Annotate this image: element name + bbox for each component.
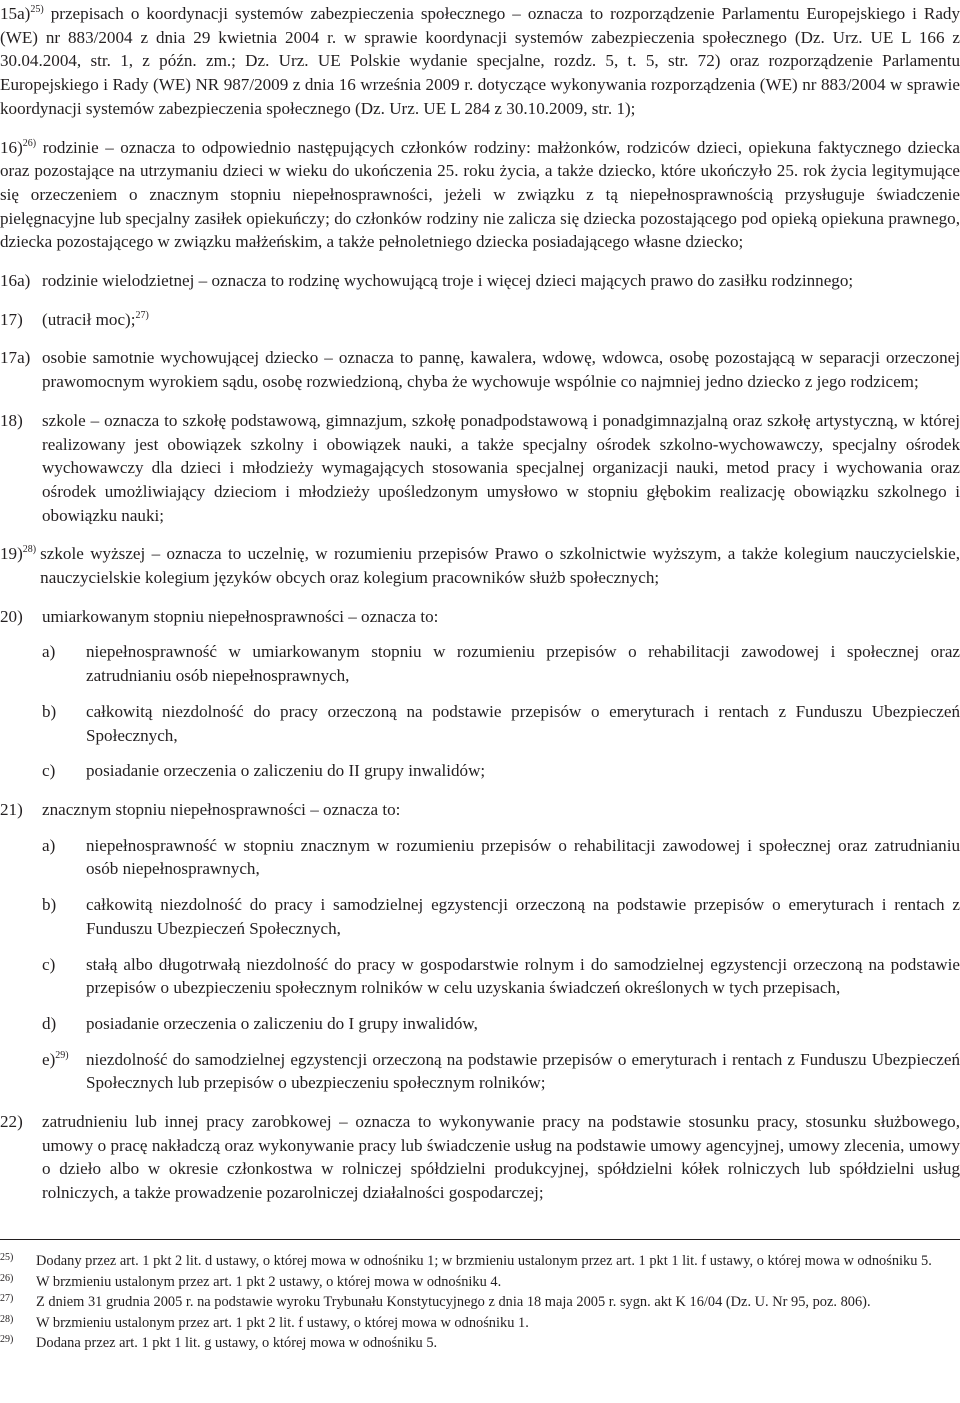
sub-item-text: posiadanie orzeczenia o zaliczeniu do II grupy inwalidów; — [86, 761, 486, 781]
item-number: 16) — [0, 137, 23, 157]
footnote-text: W brzmieniu ustalonym przez art. 1 pkt 2 ustawy, o której mowa w odnośniku 4. — [36, 1273, 502, 1290]
definitions-list — [0, 2, 960, 1205]
footnote-number: 27) — [0, 1293, 14, 1304]
footnote-text: Dodana przez art. 1 pkt 1 lit. g ustawy, o której mowa w odnośniku 5. — [36, 1335, 438, 1351]
footnote-number: 28) — [0, 1313, 14, 1325]
sub-item-text: niezdolność do samodzielnej egzystencji orzeczoną na podstawie przepisów o emeryturach i rentach z Funduszu Ubezpieczeń Społecznych lub przepisów o ubezpieczeniu społecznym rolników; — [86, 1049, 960, 1093]
sub-item-label: c) — [42, 954, 56, 974]
sub-item — [42, 1012, 960, 1036]
item-number: 18) — [0, 410, 23, 430]
footnote — [0, 1273, 960, 1292]
item-text: znacznym stopniu niepełnosprawności – oznacza to: — [42, 799, 401, 819]
list-item — [0, 542, 960, 589]
item-number: 22) — [0, 1112, 23, 1132]
item-number: 15a) — [0, 4, 31, 23]
footnote-ref[interactable]: 27) — [135, 309, 149, 321]
footnote — [0, 1314, 960, 1333]
list-item — [0, 605, 960, 783]
sub-item-text: stałą albo długotrwałą niezdolność do pracy w gospodarstwie rolnym i do samodzielnej egzystencji orzeczoną na podstawie przepisów o ubezpieczeniu społecznym rolników w celu uzyskania świadczeń określonych w tych przepisach, — [86, 954, 960, 998]
footnote-ref[interactable]: 28) — [22, 544, 37, 556]
sub-item — [42, 1048, 960, 1095]
list-item — [0, 308, 960, 332]
item-text: szkole wyższej – oznacza to uczelnię, w rozumieniu przepisów Prawo o szkolnictwie wyższym, a także kolegium nauczycielskie, nauczycielskie kolegium języków obcych oraz kolegium pracowników służb społecznych; — [40, 544, 960, 588]
sub-item — [42, 700, 960, 747]
sub-item-text: niepełnosprawność w umiarkowanym stopniu w rozumieniu przepisów o rehabilitacji zawodowej i społecznej oraz zatrudnianiu osób niepełnosprawnych, — [86, 642, 960, 686]
footnote-number: 25) — [0, 1252, 14, 1263]
item-text: osobie samotnie wychowującej dziecko – oznacza to pannę, kawalera, wdowę, wdowca, osobę pozostającą w separacji orzeczonej prawomocnym wyrokiem sądu, osobę rozwiedzioną, chyba że wychowuje wspólnie co najmniej jedno dziecko z jego rodzicem; — [42, 348, 960, 392]
footnote — [0, 1293, 960, 1312]
item-text: umiarkowanym stopniu niepełnosprawności – oznacza to: — [42, 606, 439, 626]
item-text: szkole – oznacza to szkołę podstawową, gimnazjum, szkołę ponadpodstawową i ponadgimnazjalną oraz szkołę artystyczną, w której realizowany jest obowiązek szkolny i obowiązek nauki, a także specjalny ośrodek szkolno-wychowawczy, specjalny ośrodek wychowawczy dla dzieci i młodzieży wymagających stosowania specjalnej organizacji nauki, metod pracy i wychowania oraz ośrodek umożliwiający dzieciom i młodzieży upośledzonym umysłowo w stopniu głębokim realizację obowiązku szkolnego i obowiązku nauki; — [42, 410, 960, 525]
footnote-ref[interactable]: 26) — [22, 137, 37, 149]
sub-item-text: niepełnosprawność w stopniu znacznym w rozumieniu przepisów o rehabilitacji zawodowej i społecznej oraz zatrudnianiu osób niepełnosprawnych, — [86, 835, 960, 879]
list-item — [0, 409, 960, 528]
sub-item — [42, 953, 960, 1000]
list-item — [0, 269, 960, 293]
item-number: 17a) — [0, 348, 31, 368]
sub-item-label: b) — [42, 895, 57, 915]
item-number: 17) — [0, 309, 23, 329]
sub-item-label: b) — [42, 701, 57, 721]
sub-item-text: posiadanie orzeczenia o zaliczeniu do I grupy inwalidów, — [86, 1013, 478, 1033]
sub-item-text: całkowitą niezdolność do pracy i samodzielnej egzystencji orzeczoną na podstawie przepisów o emeryturach i rentach z Funduszu Ubezpieczeń Społecznych, — [86, 895, 960, 938]
item-number: 19) — [0, 544, 23, 564]
item-number: 21) — [0, 799, 23, 819]
footnote-ref[interactable]: 29) — [55, 1049, 69, 1061]
footnote — [0, 1252, 960, 1271]
footnote-text: Z dniem 31 grudnia 2005 r. na podstawie wyroku Trybunału Konstytucyjnego z dnia 18 maja 2005 r. sygn. akt K 16/04 (Dz. U. Nr 95, poz. 806). — [36, 1294, 871, 1310]
footnote — [0, 1334, 960, 1353]
item-text: (utracił moc); — [42, 309, 136, 329]
footnote-text: Dodany przez art. 1 pkt 2 lit. d ustawy, o której mowa w odnośniku 1; w brzmieniu ustalonym przez art. 1 pkt 1 lit. f ustawy, o której mowa w odnośniku 5. — [36, 1253, 932, 1269]
footnote-number: 26) — [0, 1272, 14, 1284]
footnote-number: 29) — [0, 1334, 14, 1345]
sub-item — [42, 834, 960, 881]
list-item — [0, 346, 960, 393]
sub-item-label: a) — [42, 642, 56, 662]
sub-item-text: całkowitą niezdolność do pracy orzeczoną na podstawie przepisów o emeryturach i rentach z Funduszu Ubezpieczeń Społecznych, — [86, 701, 960, 745]
sub-item-label: d) — [42, 1013, 57, 1033]
sub-item — [42, 759, 960, 783]
sub-item-label: e) — [42, 1049, 56, 1069]
list-item — [0, 136, 960, 255]
list-item — [0, 2, 960, 121]
sub-item-label: a) — [42, 835, 56, 855]
item-text: zatrudnieniu lub innej pracy zarobkowej – oznacza to wykonywanie pracy na podstawie stosunku pracy, stosunku służbowego, umowy o pracę nakładczą oraz wykonywanie pracy lub świadczenie usług na podstawie umowy agencyjnej, umowy zlecenia, umowy o dzieło albo w okresie członkostwa w rolniczej spółdzielni produkcyjnej, spółdzielni kółek rolniczych lub spółdzielni usług rolniczych, a także prowadzenie pozarolniczej działalności gospodarczej; — [42, 1112, 960, 1203]
list-item — [0, 798, 960, 1095]
item-text: przepisach o koordynacji systemów zabezpieczenia społecznego – oznacza to rozporządzenie Parlamentu Europejskiego i Rady (WE) nr 883/2004 z dnia 29 kwietnia 2004 r. w sprawie koordynacji systemów zabezpieczenia społecznego (Dz. Urz. UE L 166 z 30.04.2004, str. 1, z późn. zm.; Dz. Urz. UE Polskie wydanie specjalne, rozdz. 5, t. 5, str. 72) oraz rozporządzenie Parlamentu Europejskiego i Rady (WE) NR 987/2009 z dnia 16 września 2009 r. dotyczące wykonywania rozporządzenia (WE) nr 883/2004 w sprawie koordynacji systemów zabezpieczenia społecznego (Dz. Urz. UE L 284 z 30.10.2009, str. 1); — [0, 4, 960, 118]
item-number: 20) — [0, 606, 23, 626]
item-text: rodzinie – oznacza to odpowiednio następujących członków rodziny: małżonków, rodziców dzieci, opiekuna faktycznego dziecka oraz pozostające na utrzymaniu dzieci w wieku do ukończenia 25. roku życia, a także dziecko, które ukończyło 25. rok życia legitymujące się orzeczeniem o znacznym stopniu niepełnosprawności, jeżeli w związku z tą niepełnosprawnością przysługuje świadczenie pielęgnacyjne lub specjalny zasiłek opiekuńczy; do członków rodziny nie zalicza się dziecka pozostającego pod opieką opiekuna prawnego, dziecka pozostającego w związku małżeńskim, a także pełnoletniego dziecka posiadającego własne dziecko; — [0, 137, 960, 252]
footnote-ref[interactable]: 25) — [30, 4, 44, 15]
footnote-text: W brzmieniu ustalonym przez art. 1 pkt 2 lit. f ustawy, o której mowa w odnośniku 1. — [36, 1314, 529, 1331]
item-text: rodzinie wielodzietnej – oznacza to rodzinę wychowującą troje i więcej dzieci mających prawo do zasiłku rodzinnego; — [42, 271, 854, 291]
sub-item-label: c) — [42, 761, 56, 781]
sub-item — [42, 640, 960, 687]
list-item — [0, 1110, 960, 1205]
item-number: 16a) — [0, 271, 31, 291]
sub-item — [42, 893, 960, 940]
footnotes-section — [0, 1239, 960, 1353]
